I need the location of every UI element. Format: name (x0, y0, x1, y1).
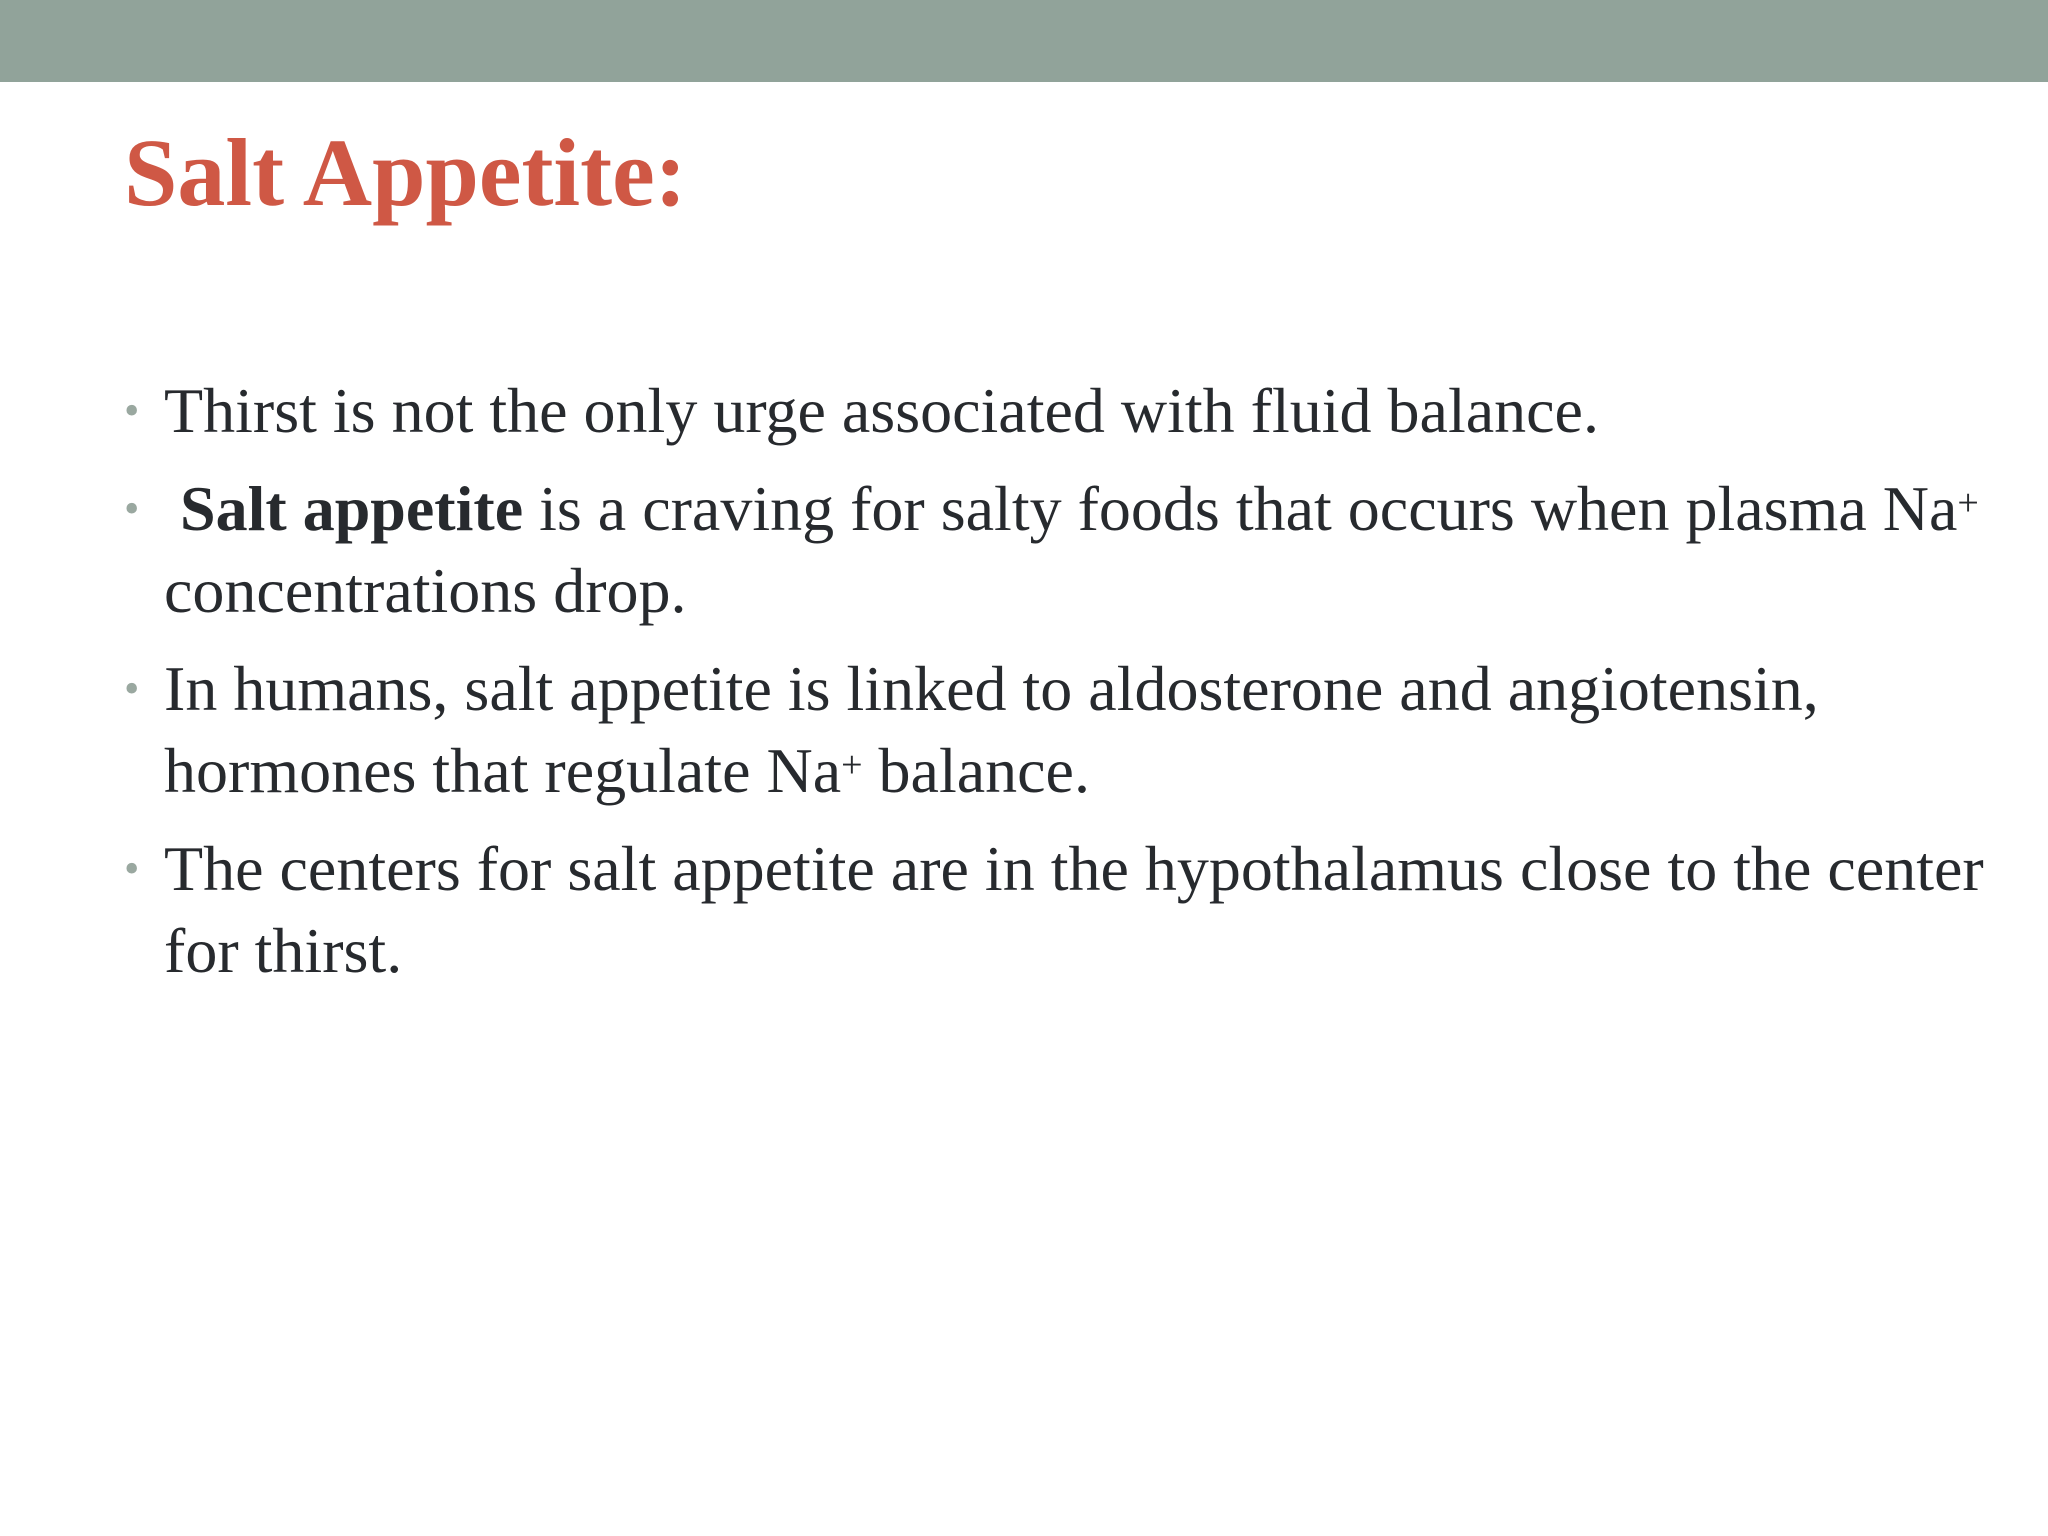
bullet-text: Thirst is not the only urge associated with fluid balance. (164, 375, 1599, 446)
bullet-item-hormones (124, 648, 1994, 812)
superscript-plus: + (1957, 482, 1979, 524)
slide-title: Salt Appetite: (124, 119, 687, 226)
bullet-item-thirst (124, 370, 1994, 452)
bullet-list (124, 370, 1994, 1008)
bullet-text: is a craving for salty foods that occurs when plasma Na (523, 473, 1958, 544)
bullet-text: concentrations drop. (164, 555, 687, 626)
bullet-item-hypothalamus (124, 828, 1994, 992)
superscript-plus: + (841, 744, 863, 786)
bullet-dot-icon: • (124, 844, 140, 893)
bullet-dot-icon: • (124, 484, 140, 533)
bullet-dot-icon: • (124, 386, 140, 435)
top-accent-band (0, 0, 2048, 82)
bullet-text: In humans, salt appetite is linked to aldosterone and angiotensin, hormones that regulate Na (164, 653, 1819, 806)
bullet-dot-icon: • (124, 664, 140, 713)
bullet-text: balance. (862, 735, 1090, 806)
bold-term: Salt appetite (180, 473, 524, 544)
bullet-text: The centers for salt appetite are in the hypothalamus close to the center for thirst. (164, 833, 1984, 986)
bullet-item-salt-appetite (124, 468, 1994, 632)
